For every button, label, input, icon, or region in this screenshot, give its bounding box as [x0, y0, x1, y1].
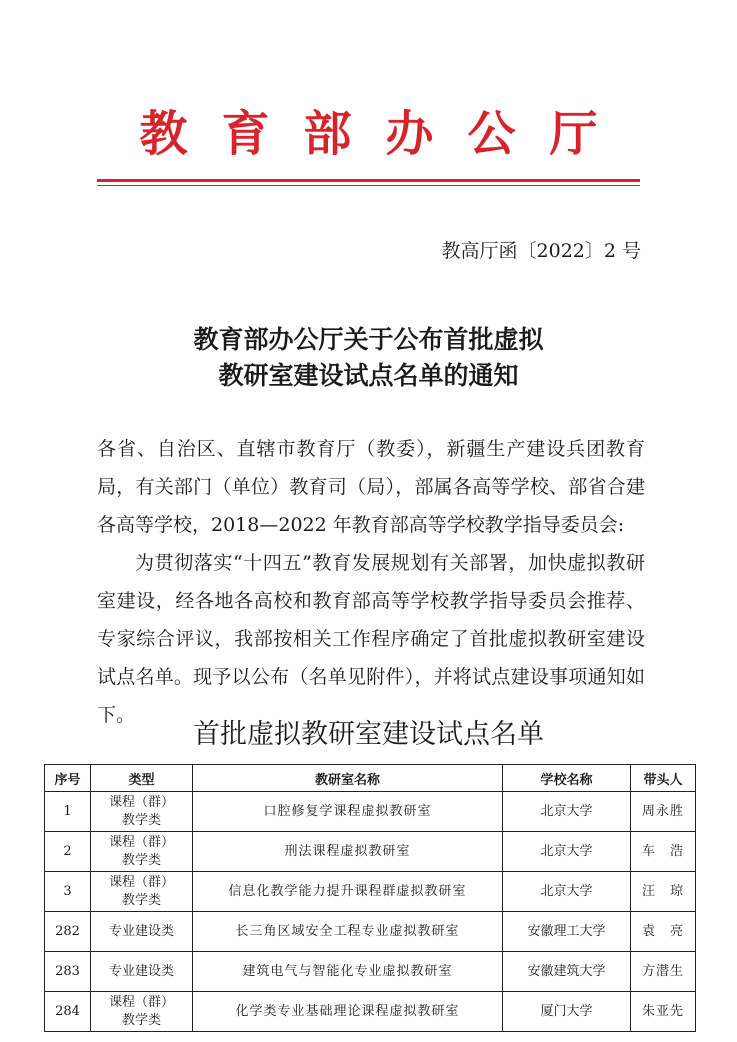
- document-number: 教高厅函〔2022〕2 号: [441, 240, 641, 262]
- paragraph-1: 为贯彻落实“十四五”教育发展规划有关部署，加快虚拟教研室建设，经各地各高校和教育部高等学校教学指导委员会推荐、专家综合评议，我部按相关工作程序确定了首批虚拟教研室建设试点名单。现予以公布（名单见附件），并将试点建设事项通知如下。: [97, 552, 645, 726]
- issuing-office-title: 教育部办公厅: [139, 106, 632, 162]
- leader-cell: 车 浩: [631, 832, 696, 872]
- school-cell: 北京大学: [503, 832, 631, 872]
- column-header-school: 学校名称: [503, 765, 631, 792]
- notice-body: [97, 430, 645, 734]
- type-cell: 课程（群） 教学类: [91, 872, 193, 912]
- table-row: [45, 952, 696, 992]
- serial-cell: 3: [45, 872, 91, 912]
- serial-cell: 1: [45, 792, 91, 832]
- office-name-cell: 信息化教学能力提升课程群虚拟教研室: [193, 872, 503, 912]
- leader-cell: 袁 亮: [631, 912, 696, 952]
- office-name-cell: 长三角区域安全工程专业虚拟教研室: [193, 912, 503, 952]
- table-row: [45, 912, 696, 952]
- school-cell: 厦门大学: [503, 992, 631, 1032]
- leader-cell: 方潜生: [631, 952, 696, 992]
- pilot-list-table: [44, 764, 696, 1032]
- office-name-cell: 建筑电气与智能化专业虚拟教研室: [193, 952, 503, 992]
- red-divider-thick: [97, 179, 640, 182]
- notice-title: [0, 322, 737, 394]
- column-header-type: 类型: [91, 765, 193, 792]
- salutation: 各省、自治区、直辖市教育厅（教委），新疆生产建设兵团教育局，有关部门（单位）教育司（局），部属各高等学校、部省合建各高等学校，2018—2022 年教育部高等学校教学指导委员会:: [97, 438, 645, 536]
- type-cell: 课程（群） 教学类: [91, 992, 193, 1032]
- table-row: [45, 992, 696, 1032]
- school-cell: 安徽理工大学: [503, 912, 631, 952]
- type-cell: 课程（群） 教学类: [91, 792, 193, 832]
- table-row: [45, 832, 696, 872]
- leader-cell: 汪 琼: [631, 872, 696, 912]
- leader-cell: 朱亚先: [631, 992, 696, 1032]
- column-header-office-name: 教研室名称: [193, 765, 503, 792]
- school-cell: 北京大学: [503, 792, 631, 832]
- notice-title-line-1: 教育部办公厅关于公布首批虚拟: [193, 325, 544, 354]
- type-cell: 课程（群） 教学类: [91, 832, 193, 872]
- table-row: [45, 792, 696, 832]
- serial-cell: 284: [45, 992, 91, 1032]
- red-divider-thin: [97, 185, 640, 186]
- notice-title-line-2: 教研室建设试点名单的通知: [218, 361, 519, 390]
- office-name-cell: 口腔修复学课程虚拟教研室: [193, 792, 503, 832]
- type-cell: 专业建设类: [91, 912, 193, 952]
- school-cell: 北京大学: [503, 872, 631, 912]
- table-header-row: [45, 765, 696, 792]
- serial-cell: 2: [45, 832, 91, 872]
- serial-cell: 282: [45, 912, 91, 952]
- office-name-cell: 刑法课程虚拟教研室: [193, 832, 503, 872]
- list-title: 首批虚拟教研室建设试点名单: [193, 719, 544, 750]
- column-header-serial: 序号: [45, 765, 91, 792]
- table-row: [45, 872, 696, 912]
- column-header-leader: 带头人: [631, 765, 696, 792]
- type-cell: 专业建设类: [91, 952, 193, 992]
- office-name-cell: 化学类专业基础理论课程虚拟教研室: [193, 992, 503, 1032]
- leader-cell: 周永胜: [631, 792, 696, 832]
- serial-cell: 283: [45, 952, 91, 992]
- school-cell: 安徽建筑大学: [503, 952, 631, 992]
